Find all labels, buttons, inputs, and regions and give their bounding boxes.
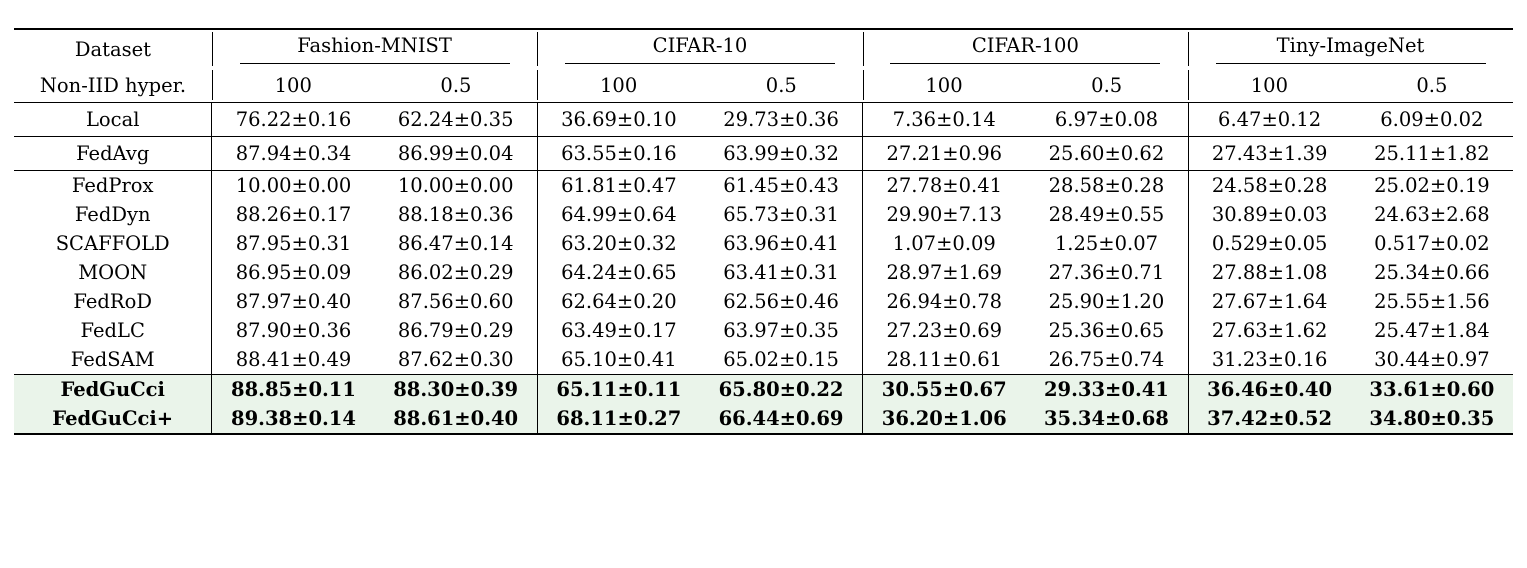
header-group-cifar-100 <box>863 29 1188 68</box>
row-value: 62.24±0.35 <box>375 103 538 137</box>
row-method-label: FedLC <box>80 319 145 342</box>
table-bottom-rule <box>14 434 1513 435</box>
row-value: 63.49±0.17 <box>537 316 700 345</box>
row-value: 34.80±0.35 <box>1351 404 1513 434</box>
row-value: 26.94±0.78 <box>863 287 1026 316</box>
row-value: 86.95±0.09 <box>212 258 375 287</box>
row-value: 63.55±0.16 <box>537 137 700 171</box>
row-value: 36.46±0.40 <box>1188 375 1351 405</box>
row-value: 27.67±1.64 <box>1188 287 1351 316</box>
row-value: 63.99±0.32 <box>700 137 863 171</box>
row-value: 25.11±1.82 <box>1351 137 1513 171</box>
row-method-label: FedGuCci+ <box>14 404 212 434</box>
row-value: 6.09±0.02 <box>1351 103 1513 137</box>
row-value: 31.23±0.16 <box>1188 345 1351 375</box>
row-value: 24.63±2.68 <box>1374 203 1490 226</box>
row-value: 87.90±0.36 <box>212 316 375 345</box>
row-value: 27.63±1.62 <box>1188 316 1351 345</box>
row-value: 30.44±0.97 <box>1374 348 1490 371</box>
row-value: 27.78±0.41 <box>863 171 1026 201</box>
row-value: 30.55±0.67 <box>863 375 1026 405</box>
row-value: 88.18±0.36 <box>397 203 514 226</box>
row-value: 62.64±0.20 <box>537 287 700 316</box>
row-value: 27.21±0.96 <box>863 137 1026 171</box>
header-noniid-value: 0.5 <box>440 73 472 97</box>
row-value: 65.80±0.22 <box>700 375 863 405</box>
row-value: 29.33±0.41 <box>1025 375 1188 405</box>
header-noniid-value: 100 <box>537 68 700 103</box>
row-value: 63.96±0.41 <box>723 232 839 255</box>
row-value: 65.02±0.15 <box>723 348 839 371</box>
row-value: 7.36±0.14 <box>863 103 1026 137</box>
row-method-label: FedAvg <box>14 137 212 171</box>
row-value: 33.61±0.60 <box>1351 375 1513 405</box>
header-group-label: Tiny-ImageNet <box>1216 34 1486 64</box>
header-group-label: Fashion-MNIST <box>240 34 510 64</box>
row-value: 1.25±0.07 <box>1054 232 1159 255</box>
header-group-fashion-mnist <box>212 29 537 68</box>
row-value: 87.94±0.34 <box>212 137 375 171</box>
row-value: 88.61±0.40 <box>375 404 538 434</box>
row-value: 62.56±0.46 <box>723 290 839 313</box>
header-group-label: CIFAR-10 <box>565 34 835 64</box>
row-method-label: FedGuCci <box>14 375 212 405</box>
row-value: 29.73±0.36 <box>700 103 863 137</box>
header-noniid-value: 0.5 <box>1416 73 1448 97</box>
row-value: 88.30±0.39 <box>375 375 538 405</box>
row-value: 88.41±0.49 <box>212 345 375 375</box>
header-noniid-value: 0.5 <box>765 73 797 97</box>
row-value: 87.95±0.31 <box>212 229 375 258</box>
row-value: 64.24±0.65 <box>537 258 700 287</box>
row-value: 29.90±7.13 <box>863 200 1026 229</box>
row-value: 87.56±0.60 <box>397 290 514 313</box>
row-value: 63.41±0.31 <box>723 261 839 284</box>
row-value: 36.20±1.06 <box>863 404 1026 434</box>
row-value: 86.47±0.14 <box>397 232 514 255</box>
row-value: 27.36±0.71 <box>1048 261 1165 284</box>
row-value: 36.69±0.10 <box>537 103 700 137</box>
header-noniid-value: 0.5 <box>1091 73 1123 97</box>
header-dataset-label: Dataset <box>14 29 212 68</box>
row-value: 6.47±0.12 <box>1188 103 1351 137</box>
table-row-highlighted <box>14 375 1513 405</box>
header-group-tiny-imagenet <box>1188 29 1513 68</box>
row-value: 10.00±0.00 <box>375 171 538 201</box>
row-method-label: MOON <box>78 261 148 284</box>
header-noniid-value: 100 <box>1188 68 1351 103</box>
row-value: 65.11±0.11 <box>537 375 700 405</box>
row-value: 66.44±0.69 <box>700 404 863 434</box>
row-value: 25.90±1.20 <box>1048 290 1165 313</box>
row-value: 86.99±0.04 <box>375 137 538 171</box>
table-row <box>14 103 1513 137</box>
row-value: 65.10±0.41 <box>537 345 700 375</box>
row-value: 25.47±1.84 <box>1374 319 1490 342</box>
row-value: 30.89±0.03 <box>1188 200 1351 229</box>
table-row <box>14 345 1513 375</box>
row-value: 24.58±0.28 <box>1188 171 1351 201</box>
row-value: 87.62±0.30 <box>397 348 514 371</box>
header-group-label: CIFAR-100 <box>890 34 1160 64</box>
table-header-groups <box>14 29 1513 68</box>
header-noniid-value: 100 <box>212 68 375 103</box>
row-value: 64.99±0.64 <box>537 200 700 229</box>
row-value: 27.23±0.69 <box>863 316 1026 345</box>
row-value: 25.55±1.56 <box>1374 290 1490 313</box>
row-method-label: FedDyn <box>74 203 151 226</box>
table-row <box>14 287 1513 316</box>
row-value: 0.529±0.05 <box>1188 229 1351 258</box>
row-method-label: Local <box>14 103 212 137</box>
table-header-subrow <box>14 68 1513 103</box>
row-value: 63.20±0.32 <box>537 229 700 258</box>
row-value: 68.11±0.27 <box>537 404 700 434</box>
row-value: 25.36±0.65 <box>1048 319 1165 342</box>
row-method-label: SCAFFOLD <box>55 232 170 255</box>
row-value: 65.73±0.31 <box>723 203 839 226</box>
row-value: 61.45±0.43 <box>700 171 863 201</box>
row-value: 63.97±0.35 <box>723 319 839 342</box>
row-value: 89.38±0.14 <box>212 404 375 434</box>
row-value: 28.58±0.28 <box>1025 171 1188 201</box>
results-table <box>14 28 1513 435</box>
row-value: 28.49±0.55 <box>1048 203 1165 226</box>
row-method-label: FedSAM <box>70 348 155 371</box>
row-value: 6.97±0.08 <box>1025 103 1188 137</box>
row-value: 35.34±0.68 <box>1025 404 1188 434</box>
row-method-label: FedProx <box>14 171 212 201</box>
row-value: 61.81±0.47 <box>537 171 700 201</box>
header-noniid-value: 100 <box>863 68 1026 103</box>
row-value: 86.79±0.29 <box>397 319 514 342</box>
row-value: 27.43±1.39 <box>1188 137 1351 171</box>
row-value: 1.07±0.09 <box>863 229 1026 258</box>
row-value: 76.22±0.16 <box>212 103 375 137</box>
header-group-cifar-10 <box>537 29 862 68</box>
row-value: 25.34±0.66 <box>1374 261 1490 284</box>
table-row <box>14 200 1513 229</box>
row-value: 10.00±0.00 <box>212 171 375 201</box>
table-row <box>14 171 1513 201</box>
row-value: 88.85±0.11 <box>212 375 375 405</box>
row-value: 25.60±0.62 <box>1025 137 1188 171</box>
table-row <box>14 316 1513 345</box>
row-value: 88.26±0.17 <box>212 200 375 229</box>
row-value: 25.02±0.19 <box>1351 171 1513 201</box>
row-value: 27.88±1.08 <box>1188 258 1351 287</box>
row-value: 26.75±0.74 <box>1048 348 1165 371</box>
row-value: 87.97±0.40 <box>212 287 375 316</box>
header-noniid-label: Non-IID hyper. <box>39 73 187 97</box>
table-row-highlighted <box>14 404 1513 434</box>
row-value: 0.517±0.02 <box>1374 232 1490 255</box>
row-value: 37.42±0.52 <box>1188 404 1351 434</box>
row-value: 28.11±0.61 <box>863 345 1026 375</box>
table-figure <box>0 28 1527 568</box>
table-row <box>14 229 1513 258</box>
table-row <box>14 137 1513 171</box>
row-value: 28.97±1.69 <box>863 258 1026 287</box>
row-method-label: FedRoD <box>73 290 152 313</box>
row-value: 86.02±0.29 <box>397 261 514 284</box>
table-row <box>14 258 1513 287</box>
